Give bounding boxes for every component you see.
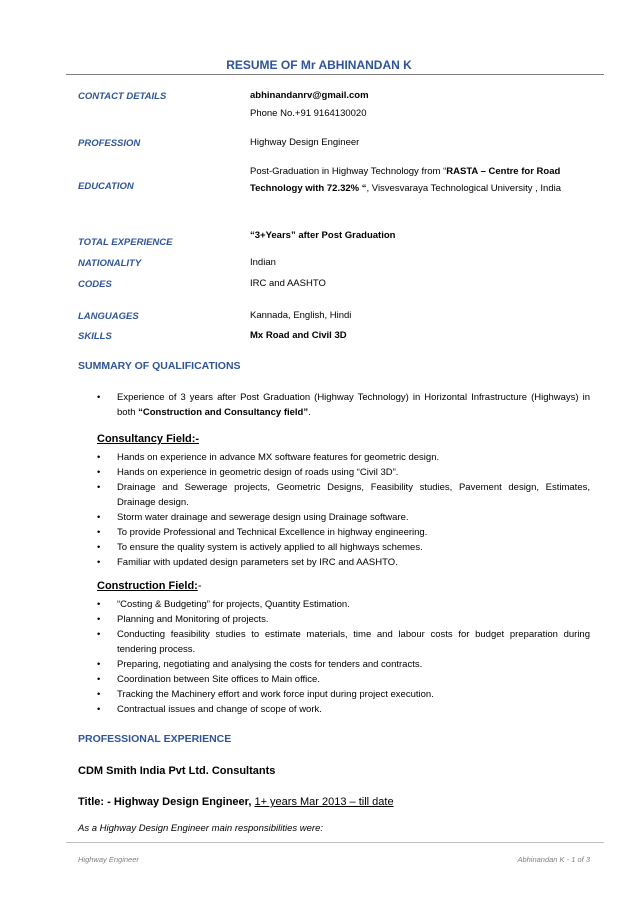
company-name: CDM Smith India Pvt Ltd. Consultants <box>78 765 276 777</box>
construction-item: • Conducting feasibility studies to estimate materials, time and labour costs for budget preparation during tendering process. <box>97 627 590 657</box>
construction-heading <box>97 580 202 592</box>
construction-list <box>97 597 590 717</box>
experience-label: TOTAL EXPERIENCE <box>78 237 173 248</box>
summary-intro-bold: “Construction and Consultancy field” <box>138 407 309 418</box>
nationality-label: NATIONALITY <box>78 258 142 269</box>
education-label: EDUCATION <box>78 181 134 192</box>
consultancy-item: • Storm water drainage and sewerage design using Drainage software. <box>97 510 590 525</box>
codes-label: CODES <box>78 279 112 290</box>
construction-item: • Contractual issues and change of scope of work. <box>97 702 590 717</box>
consultancy-item: • To ensure the quality system is actively applied to all highways schemes. <box>97 540 590 555</box>
languages-value: Kannada, English, Hindi <box>250 310 352 321</box>
consultancy-item: • To provide Professional and Technical Excellence in highway engineering. <box>97 525 590 540</box>
consultancy-item: • Familiar with updated design parameters set by IRC and AASHTO. <box>97 555 590 570</box>
summary-intro-post: . <box>308 407 311 418</box>
consultancy-item: • Hands on experience in geometric design of roads using “Civil 3D”. <box>97 465 590 480</box>
construction-heading-suffix: - <box>197 580 202 592</box>
construction-item: • Planning and Monitoring of projects. <box>97 612 590 627</box>
consultancy-item: • Drainage and Sewerage projects, Geometric Designs, Feasibility studies, Pavement design, Estimates, Drainage design. <box>97 480 590 510</box>
consultancy-item: • Hands on experience in advance MX software features for geometric design. <box>97 450 590 465</box>
contact-label: CONTACT DETAILS <box>78 91 167 102</box>
codes-value: IRC and AASHTO <box>250 278 326 289</box>
profession-value: Highway Design Engineer <box>250 137 360 148</box>
summary-list <box>97 390 590 420</box>
education-post: , Visvesvaraya Technological University , India <box>366 183 561 194</box>
contact-email[interactable]: abhinandanrv@gmail.com <box>250 90 369 101</box>
construction-item: • Coordination between Site offices to Main office. <box>97 672 590 687</box>
construction-item: • Preparing, negotiating and analysing the costs for tenders and contracts. <box>97 657 590 672</box>
education-bold: RASTA – Centre for Road Technology with 72.32% “ <box>250 166 561 194</box>
resume-title: RESUME OF Mr ABHINANDAN K <box>226 58 412 72</box>
footer-right: Abhinandan K - 1 of 3 <box>517 855 590 864</box>
construction-item: • Tracking the Machinery effort and work force input during project execution. <box>97 687 590 702</box>
profession-label: PROFESSION <box>78 138 141 149</box>
experience-value: “3+Years” after Post Graduation <box>250 230 396 241</box>
construction-heading-text: Construction Field: <box>97 580 198 592</box>
footer-left: Highway Engineer <box>78 855 139 864</box>
summary-intro-pre: Experience of 3 years after Post Graduation (Highway Technology) in Horizontal Infrastructure (Highways) in both <box>117 392 590 418</box>
nationality-value: Indian <box>250 257 276 268</box>
construction-item: • “Costing & Budgeting” for projects, Quantity Estimation. <box>97 597 590 612</box>
skills-label: SKILLS <box>78 331 112 342</box>
contact-phone: Phone No.+91 9164130020 <box>250 108 367 119</box>
skills-value: Mx Road and Civil 3D <box>250 330 347 341</box>
education-pre: Post-Graduation in Highway Technology from “ <box>250 166 447 177</box>
education-value <box>250 163 590 197</box>
job-title-bold: Title: - Highway Design Engineer, <box>78 796 252 808</box>
consultancy-heading: Consultancy Field:- <box>97 433 200 445</box>
title-rule <box>66 74 604 75</box>
languages-label: LANGUAGES <box>78 311 139 322</box>
footer-rule <box>66 842 604 843</box>
responsibilities-intro: As a Highway Design Engineer main responsibilities were: <box>78 823 324 834</box>
summary-heading: SUMMARY OF QUALIFICATIONS <box>78 360 241 372</box>
consultancy-list <box>97 450 590 570</box>
job-title <box>78 796 394 808</box>
job-period: 1+ years Mar 2013 – till date <box>254 796 394 808</box>
professional-heading: PROFESSIONAL EXPERIENCE <box>78 733 232 745</box>
summary-item <box>97 390 590 420</box>
